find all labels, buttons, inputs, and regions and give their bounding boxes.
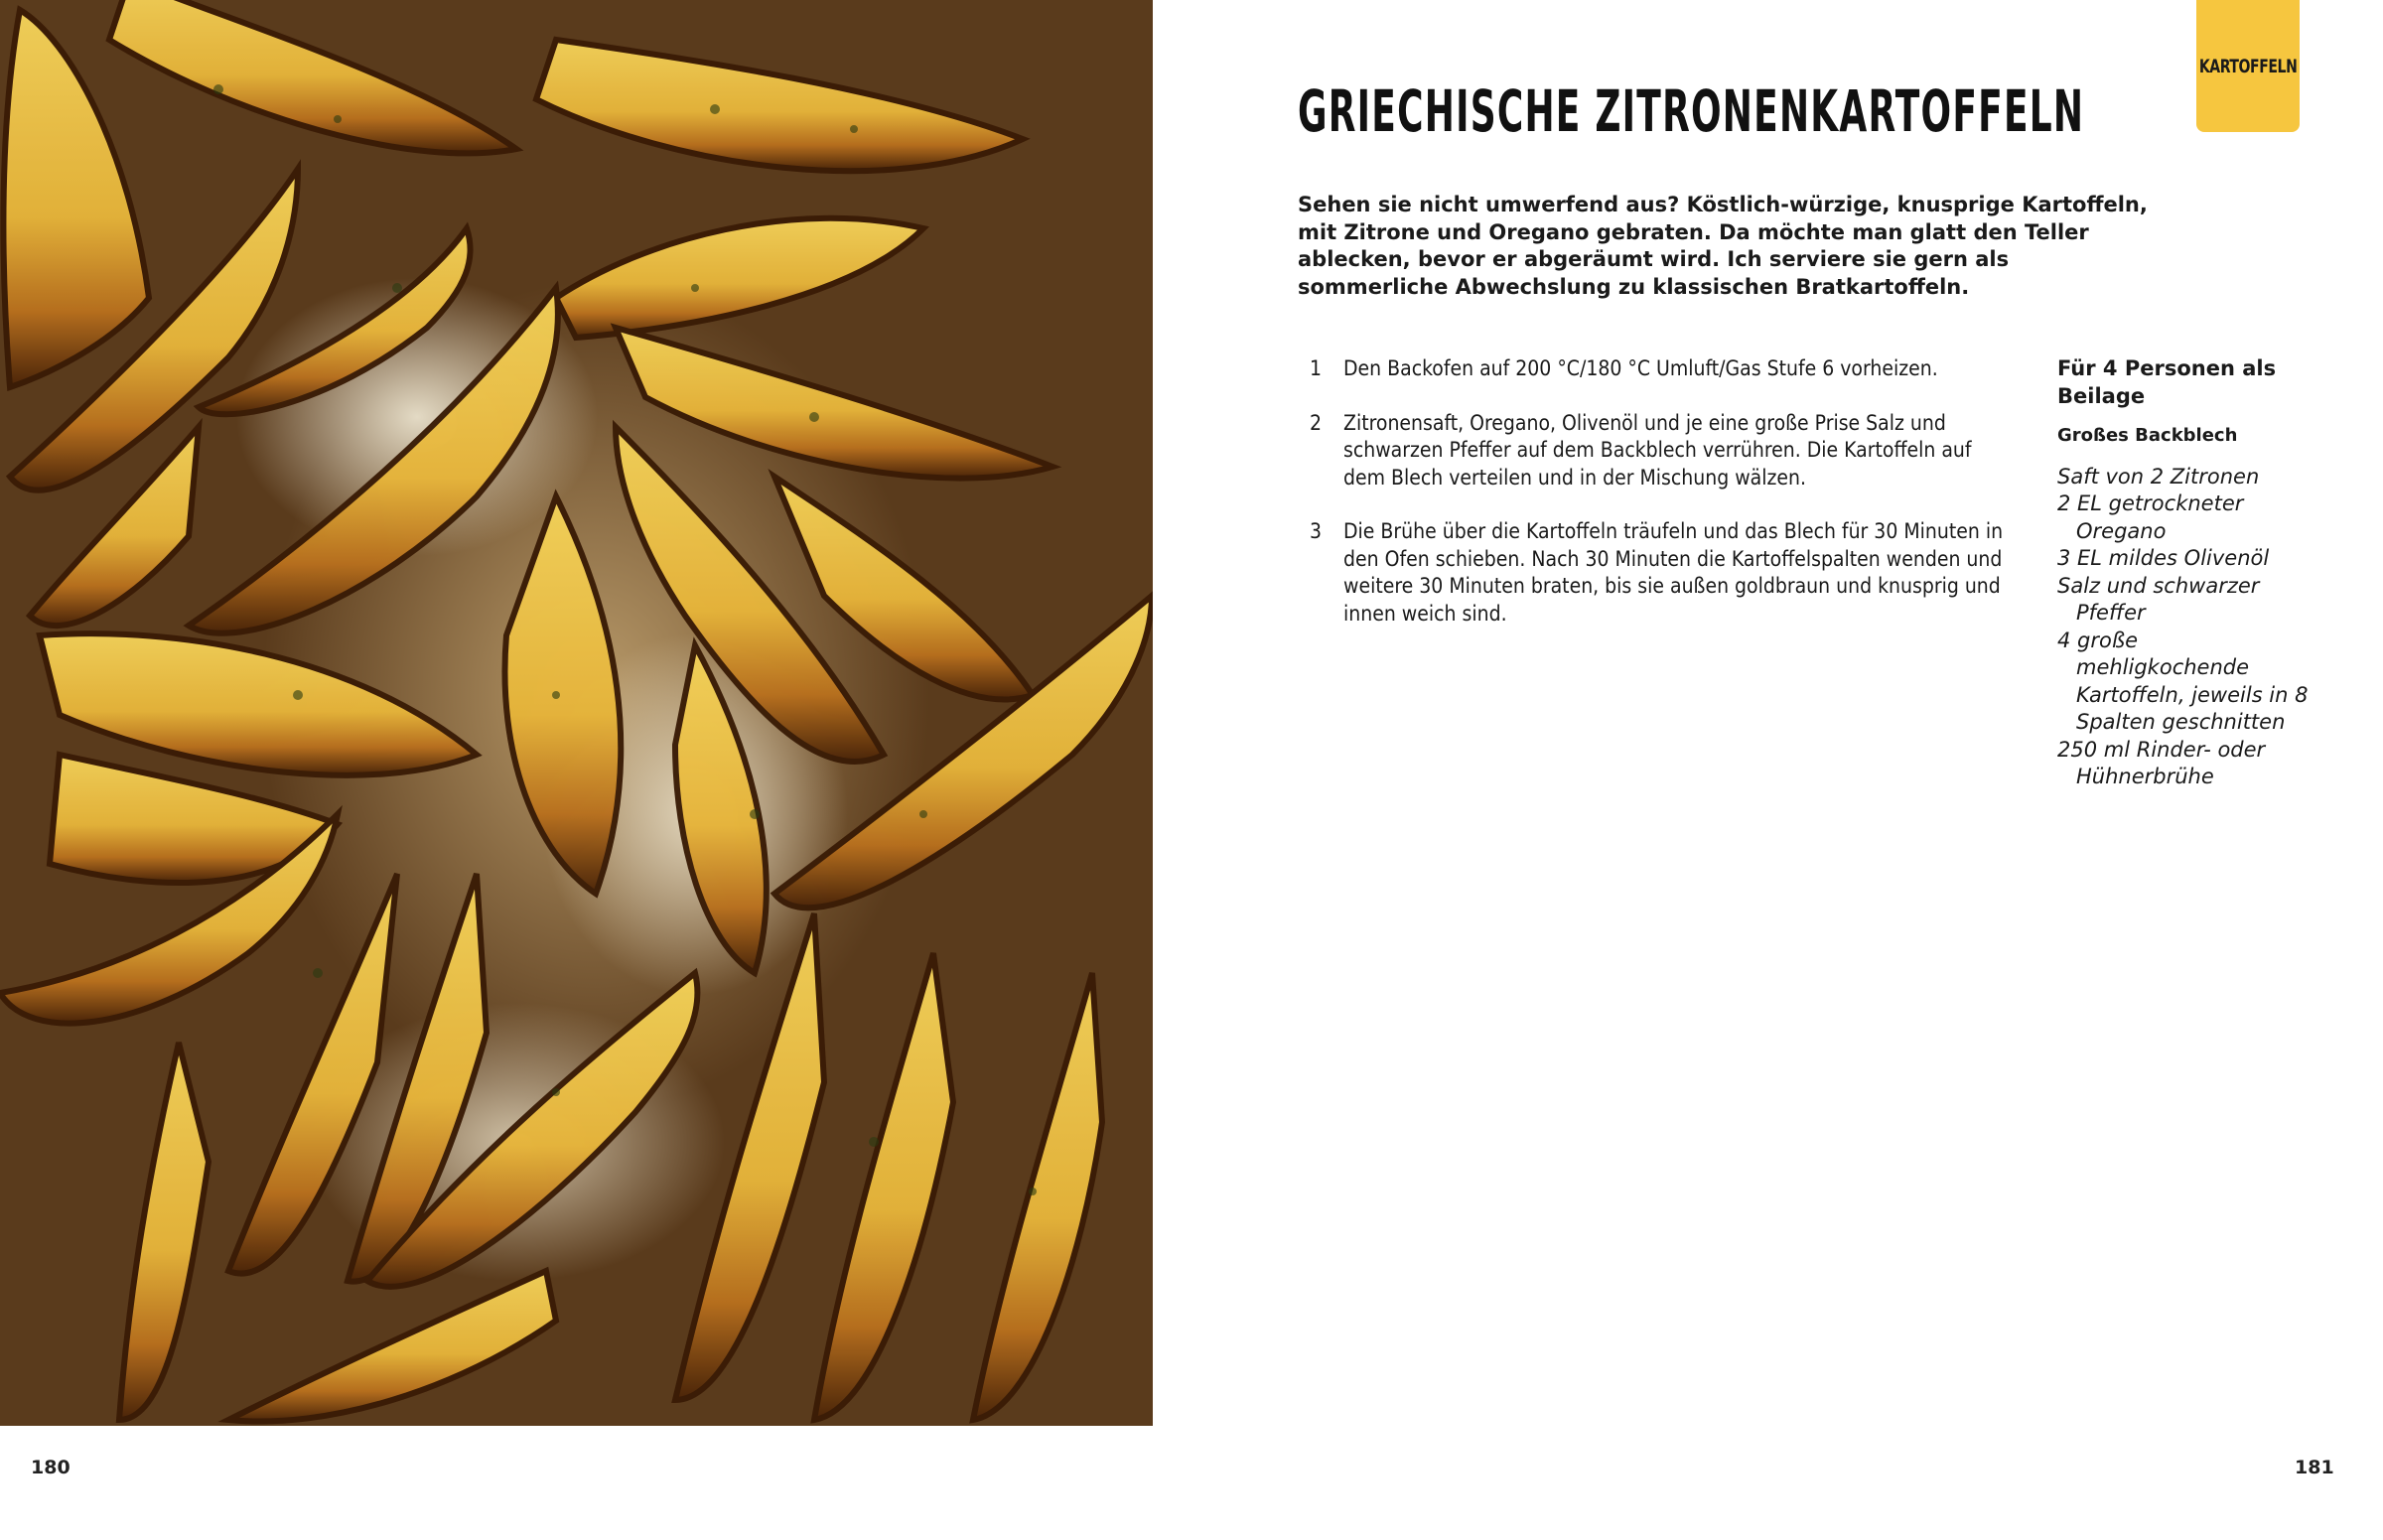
ingredient: 2 EL getrockneter Oregano	[2057, 491, 2244, 543]
recipe-title: GRIECHISCHE ZITRONENKARTOFFELN	[1298, 77, 2085, 145]
step-text: Den Backofen auf 200 °C/180 °C Umluft/Gas Stufe 6 vorheizen.	[1343, 356, 1938, 380]
step-number: 3	[1310, 519, 1323, 543]
ingredients-panel	[2057, 355, 2315, 791]
step-text: Die Brühe über die Kartoffeln träufeln und das Blech für 30 Minuten in den Ofen schieben. Nach 30 Minuten die Kartoffelspalten wenden und weitere 30 Minuten braten, bis sie außen goldbraun und knusprig und innen weich sind.	[1343, 519, 2004, 626]
chapter-tab-label: KARTOFFELN	[2198, 55, 2298, 77]
page-number-right: 181	[2295, 1457, 2334, 1478]
page-number-left: 180	[31, 1457, 70, 1478]
ingredient: 3 EL mildes Olivenöl	[2057, 546, 2270, 570]
servings: Für 4 Personen als Beilage	[2057, 356, 2277, 408]
step-2	[1298, 410, 2013, 492]
step-3	[1298, 518, 2013, 628]
equipment: Großes Backblech	[2057, 425, 2238, 446]
step-number: 1	[1310, 356, 1323, 380]
recipe-steps	[1298, 355, 2013, 654]
recipe-intro: Sehen sie nicht umwerfend aus? Köstlich-würzige, knusprige Kartoffeln, mit Zitrone und Oregano gebraten. Da möchte man glatt den Teller ablecken, bevor er abgeräumt wird. Ich serviere sie gern als sommerliche Abwechslung zu klassischen Bratkartoffeln.	[1298, 193, 2148, 299]
step-number: 2	[1310, 410, 1323, 435]
step-text: Zitronensaft, Oregano, Olivenöl und je eine große Prise Salz und schwarzen Pfeffer auf dem Backblech verrühren. Die Kartoffeln auf dem Blech verteilen und in der Mischung wälzen.	[1343, 410, 1972, 490]
photo-illustration	[0, 0, 1153, 1426]
potato-wedges	[0, 0, 1152, 1422]
potato-wedges-photo	[0, 0, 1153, 1426]
chapter-tab	[2196, 0, 2300, 132]
ingredient: Salz und schwarzer Pfeffer	[2057, 573, 2260, 625]
ingredient: Saft von 2 Zitronen	[2057, 464, 2260, 489]
ingredient-list	[2057, 464, 2315, 791]
step-1	[1298, 355, 2013, 383]
ingredient: 4 große mehligkochende Kartoffeln, jeweils in 8 Spalten geschnitten	[2057, 628, 2309, 734]
ingredient: 250 ml Rinder- oder Hühnerbrühe	[2057, 737, 2266, 788]
